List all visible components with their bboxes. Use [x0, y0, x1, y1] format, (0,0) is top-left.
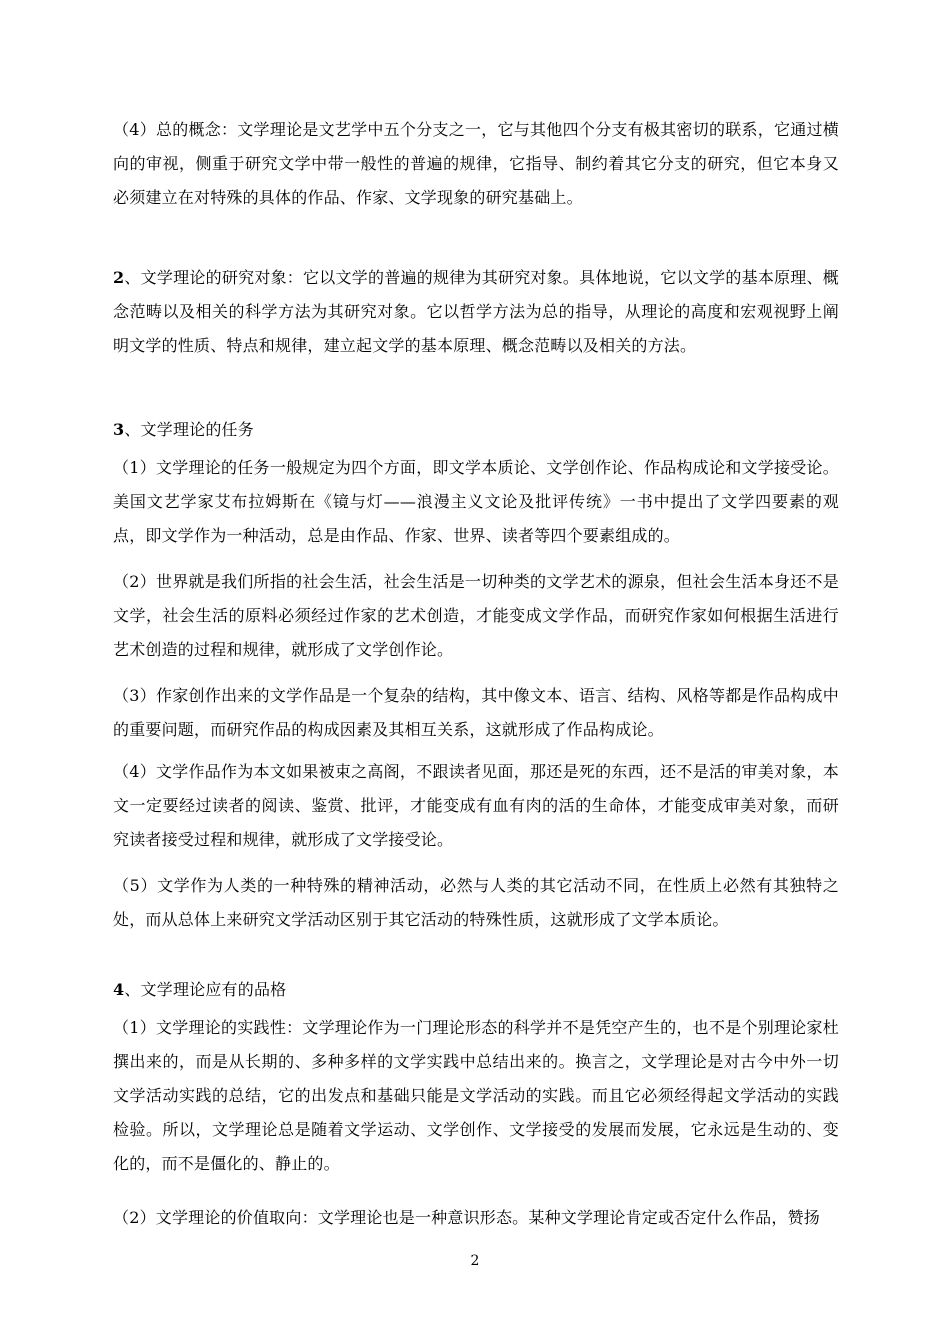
section-3-number: 3: [113, 420, 125, 439]
section-4-item-1: （1）文学理论的实践性：文学理论作为一门理论形态的科学并不是凭空产生的，也不是个别理论家杜撰出来的，而是从长期的、多种多样的文学实践中总结出来的。换言之，文学理论是对古今中外一切文学活动实践的总结，它的出发点和基础只能是文学活动的实践。而且它必须经得起文学活动的实践检验。所以，文学理论总是随着文学运动、文学创作、文学接受的发展而发展，它永远是生动的、变化的，而不是僵化的、静止的。: [113, 1018, 839, 1173]
section-3-heading: [113, 413, 839, 447]
section-3-item-2: （2）世界就是我们所指的社会生活，社会生活是一切种类的文学艺术的源泉，但社会生活本身还不是文学，社会生活的原料必须经过作家的艺术创造，才能变成文学作品，而研究作家如何根据生活进行艺术创造的过程和规律，就形成了文学创作论。: [113, 572, 839, 659]
section-4-number: 4: [113, 980, 125, 999]
section-3-item-4: （4）文学作品作为本文如果被束之高阁，不跟读者见面，那还是死的东西，还不是活的审美对象，本文一定要经过读者的阅读、鉴赏、批评，才能变成有血有肉的活的生命体，才能变成审美对象，而研究读者接受过程和规律，就形成了文学接受论。: [113, 762, 839, 849]
section-3-item-5: （5）文学作为人类的一种特殊的精神活动，必然与人类的其它活动不同，在性质上必然有其独特之处，而从总体上来研究文学活动区别于其它活动的特殊性质，这就形成了文学本质论。: [113, 876, 839, 929]
section-2-paragraph: [113, 261, 839, 363]
section-2-text: 、文学理论的研究对象：它以文学的普遍的规律为其研究对象。具体地说，它以文学的基本原理、概念范畴以及相关的科学方法为其研究对象。它以哲学方法为总的指导，从理论的高度和宏观视野上阐明文学的性质、特点和规律，建立起文学的基本原理、概念范畴以及相关的方法。: [113, 268, 839, 355]
section-3-title: 、文学理论的任务: [124, 420, 254, 439]
section-3-item-1: （1）文学理论的任务一般规定为四个方面，即文学本质论、文学创作论、作品构成论和文学接受论。美国文艺学家艾布拉姆斯在《镜与灯——浪漫主义文论及批评传统》一书中提出了文学四要素的观点，即文学作为一种活动，总是由作品、作家、世界、读者等四个要素组成的。: [113, 458, 839, 545]
page-number: 2: [470, 1253, 480, 1269]
section-3-item-3: （3）作家创作出来的文学作品是一个复杂的结构，其中像文本、语言、结构、风格等都是作品构成中的重要问题，而研究作品的构成因素及其相互关系，这就形成了作品构成论。: [113, 686, 839, 739]
section-4-heading: [113, 973, 839, 1007]
paragraph-total-concept: （4）总的概念：文学理论是文艺学中五个分支之一，它与其他四个分支有极其密切的联系，它通过横向的审视，侧重于研究文学中带一般性的普遍的规律，它指导、制约着其它分支的研究，但它本身又必须建立在对特殊的具体的作品、作家、文学现象的研究基础上。: [113, 120, 839, 207]
section-4-item-2: （2）文学理论的价值取向：文学理论也是一种意识形态。某种文学理论肯定或否定什么作品，赞扬: [113, 1208, 820, 1227]
section-2-number: 2: [113, 268, 125, 287]
section-4-title: 、文学理论应有的品格: [124, 980, 287, 999]
